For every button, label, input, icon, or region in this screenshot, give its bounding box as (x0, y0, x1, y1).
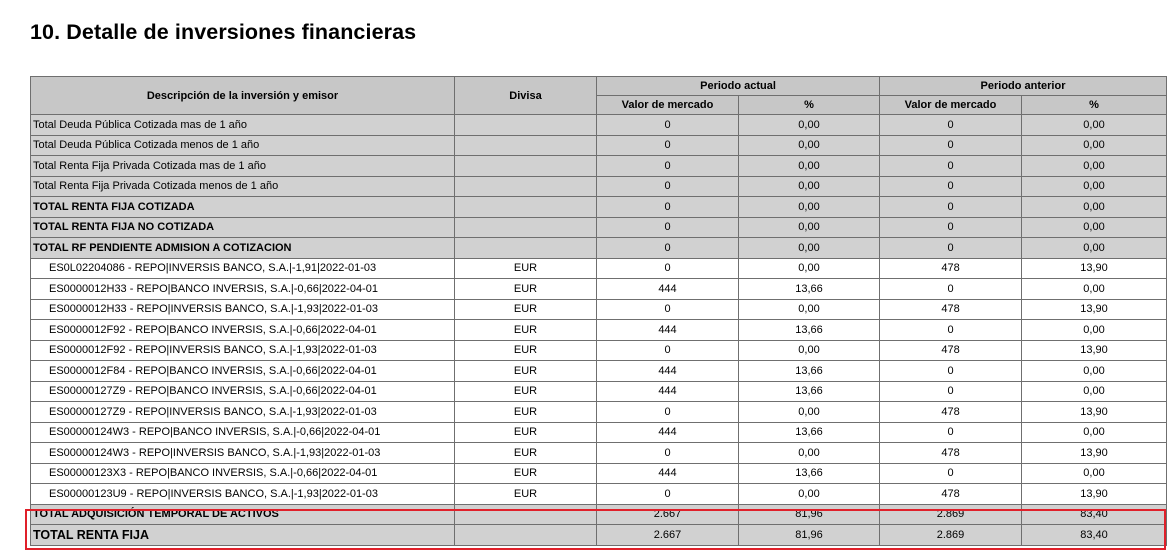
cell-current-percent: 0,00 (739, 135, 880, 156)
cell-previous-market-value: 478 (880, 258, 1022, 279)
table-row (31, 361, 1167, 382)
cell-current-market-value: 0 (597, 135, 739, 156)
cell-description: ES00000127Z9 - REPO|BANCO INVERSIS, S.A.|-0,66|2022-04-01 (31, 381, 455, 402)
cell-previous-percent: 0,00 (1022, 217, 1167, 238)
investments-table (30, 76, 1167, 546)
cell-previous-market-value: 478 (880, 402, 1022, 423)
header-current-percent: % (739, 96, 880, 115)
cell-previous-percent: 0,00 (1022, 381, 1167, 402)
table-row (31, 463, 1167, 484)
cell-previous-percent: 0,00 (1022, 463, 1167, 484)
table-row (31, 279, 1167, 300)
cell-currency (455, 525, 597, 546)
cell-current-market-value: 0 (597, 299, 739, 320)
cell-current-market-value: 0 (597, 156, 739, 177)
cell-current-market-value: 0 (597, 217, 739, 238)
table-row (31, 504, 1167, 525)
cell-description: ES0000012H33 - REPO|BANCO INVERSIS, S.A.|-0,66|2022-04-01 (31, 279, 455, 300)
cell-previous-market-value: 478 (880, 443, 1022, 464)
cell-description: ES0L02204086 - REPO|INVERSIS BANCO, S.A.|-1,91|2022-01-03 (31, 258, 455, 279)
cell-currency (455, 238, 597, 259)
cell-previous-market-value: 0 (880, 361, 1022, 382)
cell-current-market-value: 444 (597, 422, 739, 443)
cell-current-percent: 13,66 (739, 422, 880, 443)
cell-current-percent: 0,00 (739, 156, 880, 177)
cell-description: Total Renta Fija Privada Cotizada mas de 1 año (31, 156, 455, 177)
cell-previous-percent: 0,00 (1022, 135, 1167, 156)
cell-previous-percent: 0,00 (1022, 320, 1167, 341)
cell-previous-percent: 0,00 (1022, 279, 1167, 300)
table-row (31, 340, 1167, 361)
cell-previous-percent: 0,00 (1022, 197, 1167, 218)
cell-current-percent: 13,66 (739, 463, 880, 484)
cell-current-percent: 0,00 (739, 484, 880, 505)
cell-current-percent: 0,00 (739, 197, 880, 218)
header-previous-percent: % (1022, 96, 1167, 115)
cell-previous-percent: 13,90 (1022, 402, 1167, 423)
cell-previous-percent: 0,00 (1022, 156, 1167, 177)
cell-description: Total Deuda Pública Cotizada mas de 1 año (31, 115, 455, 136)
cell-currency: EUR (455, 320, 597, 341)
table-row (31, 320, 1167, 341)
table-row (31, 484, 1167, 505)
table-row (31, 217, 1167, 238)
cell-description: ES00000124W3 - REPO|BANCO INVERSIS, S.A.|-0,66|2022-04-01 (31, 422, 455, 443)
cell-previous-market-value: 0 (880, 320, 1022, 341)
cell-description: ES00000127Z9 - REPO|INVERSIS BANCO, S.A.|-1,93|2022-01-03 (31, 402, 455, 423)
cell-previous-percent: 0,00 (1022, 115, 1167, 136)
cell-currency: EUR (455, 463, 597, 484)
cell-currency: EUR (455, 340, 597, 361)
cell-previous-percent: 13,90 (1022, 340, 1167, 361)
cell-currency (455, 115, 597, 136)
cell-currency: EUR (455, 422, 597, 443)
cell-current-market-value: 0 (597, 238, 739, 259)
cell-current-percent: 0,00 (739, 340, 880, 361)
cell-description: TOTAL RENTA FIJA NO COTIZADA (31, 217, 455, 238)
cell-previous-percent: 0,00 (1022, 422, 1167, 443)
cell-previous-market-value: 0 (880, 156, 1022, 177)
cell-current-percent: 13,66 (739, 279, 880, 300)
cell-description: ES00000124W3 - REPO|INVERSIS BANCO, S.A.|-1,93|2022-01-03 (31, 443, 455, 464)
cell-previous-percent: 83,40 (1022, 525, 1167, 546)
cell-previous-percent: 13,90 (1022, 299, 1167, 320)
cell-description: ES0000012H33 - REPO|INVERSIS BANCO, S.A.|-1,93|2022-01-03 (31, 299, 455, 320)
cell-current-percent: 81,96 (739, 504, 880, 525)
cell-description: TOTAL RF PENDIENTE ADMISION A COTIZACION (31, 238, 455, 259)
cell-current-market-value: 444 (597, 320, 739, 341)
cell-current-percent: 0,00 (739, 258, 880, 279)
header-previous-market-value: Valor de mercado (880, 96, 1022, 115)
cell-previous-market-value: 0 (880, 197, 1022, 218)
cell-current-percent: 0,00 (739, 402, 880, 423)
cell-currency: EUR (455, 279, 597, 300)
cell-previous-percent: 0,00 (1022, 176, 1167, 197)
cell-previous-percent: 83,40 (1022, 504, 1167, 525)
cell-current-market-value: 444 (597, 463, 739, 484)
cell-description: TOTAL RENTA FIJA (31, 525, 455, 546)
table-row (31, 422, 1167, 443)
cell-previous-market-value: 0 (880, 422, 1022, 443)
cell-previous-market-value: 0 (880, 176, 1022, 197)
cell-current-market-value: 0 (597, 258, 739, 279)
cell-current-percent: 0,00 (739, 443, 880, 464)
cell-description: TOTAL ADQUISICIÓN TEMPORAL DE ACTIVOS (31, 504, 455, 525)
cell-description: ES0000012F84 - REPO|BANCO INVERSIS, S.A.|-0,66|2022-04-01 (31, 361, 455, 382)
cell-currency (455, 217, 597, 238)
table-row (31, 525, 1167, 546)
cell-current-percent: 0,00 (739, 299, 880, 320)
cell-current-market-value: 0 (597, 176, 739, 197)
cell-current-market-value: 444 (597, 361, 739, 382)
table-row (31, 402, 1167, 423)
table-row (31, 443, 1167, 464)
table-row (31, 238, 1167, 259)
table-row (31, 381, 1167, 402)
cell-currency: EUR (455, 258, 597, 279)
cell-current-percent: 13,66 (739, 381, 880, 402)
table-row (31, 258, 1167, 279)
header-current-period: Periodo actual (597, 77, 880, 96)
cell-previous-market-value: 2.869 (880, 504, 1022, 525)
cell-current-percent: 0,00 (739, 217, 880, 238)
cell-previous-percent: 13,90 (1022, 484, 1167, 505)
cell-description: ES0000012F92 - REPO|BANCO INVERSIS, S.A.|-0,66|2022-04-01 (31, 320, 455, 341)
cell-previous-percent: 0,00 (1022, 361, 1167, 382)
cell-previous-market-value: 2.869 (880, 525, 1022, 546)
cell-current-market-value: 0 (597, 443, 739, 464)
cell-current-percent: 13,66 (739, 361, 880, 382)
cell-current-market-value: 444 (597, 279, 739, 300)
cell-previous-percent: 13,90 (1022, 258, 1167, 279)
cell-current-market-value: 444 (597, 381, 739, 402)
table-row (31, 197, 1167, 218)
cell-previous-market-value: 0 (880, 217, 1022, 238)
table-body (31, 115, 1167, 546)
cell-current-market-value: 0 (597, 115, 739, 136)
table-row (31, 299, 1167, 320)
cell-current-market-value: 2.667 (597, 504, 739, 525)
cell-currency (455, 197, 597, 218)
cell-current-market-value: 0 (597, 197, 739, 218)
cell-current-market-value: 0 (597, 402, 739, 423)
cell-previous-market-value: 0 (880, 381, 1022, 402)
header-currency: Divisa (455, 77, 597, 115)
cell-currency: EUR (455, 381, 597, 402)
cell-currency: EUR (455, 361, 597, 382)
cell-current-percent: 0,00 (739, 115, 880, 136)
cell-description: TOTAL RENTA FIJA COTIZADA (31, 197, 455, 218)
cell-current-market-value: 0 (597, 340, 739, 361)
cell-description: ES0000012F92 - REPO|INVERSIS BANCO, S.A.|-1,93|2022-01-03 (31, 340, 455, 361)
table-row (31, 176, 1167, 197)
cell-previous-market-value: 478 (880, 299, 1022, 320)
cell-description: ES00000123X3 - REPO|BANCO INVERSIS, S.A.|-0,66|2022-04-01 (31, 463, 455, 484)
cell-previous-market-value: 0 (880, 279, 1022, 300)
cell-current-percent: 81,96 (739, 525, 880, 546)
cell-current-percent: 13,66 (739, 320, 880, 341)
cell-description: Total Deuda Pública Cotizada menos de 1 año (31, 135, 455, 156)
cell-previous-market-value: 0 (880, 238, 1022, 259)
cell-previous-market-value: 0 (880, 115, 1022, 136)
cell-currency: EUR (455, 402, 597, 423)
table-row (31, 156, 1167, 177)
cell-current-market-value: 0 (597, 484, 739, 505)
table-row (31, 135, 1167, 156)
cell-current-percent: 0,00 (739, 176, 880, 197)
cell-description: Total Renta Fija Privada Cotizada menos de 1 año (31, 176, 455, 197)
cell-current-market-value: 2.667 (597, 525, 739, 546)
cell-currency (455, 504, 597, 525)
header-previous-period: Periodo anterior (880, 77, 1167, 96)
cell-previous-market-value: 0 (880, 463, 1022, 484)
cell-current-percent: 0,00 (739, 238, 880, 259)
cell-previous-percent: 0,00 (1022, 238, 1167, 259)
cell-currency (455, 176, 597, 197)
cell-currency: EUR (455, 443, 597, 464)
cell-previous-market-value: 478 (880, 484, 1022, 505)
cell-currency: EUR (455, 299, 597, 320)
header-current-market-value: Valor de mercado (597, 96, 739, 115)
cell-previous-percent: 13,90 (1022, 443, 1167, 464)
cell-currency (455, 156, 597, 177)
cell-currency: EUR (455, 484, 597, 505)
cell-previous-market-value: 478 (880, 340, 1022, 361)
cell-previous-market-value: 0 (880, 135, 1022, 156)
header-description: Descripción de la inversión y emisor (31, 77, 455, 115)
table-row (31, 115, 1167, 136)
cell-currency (455, 135, 597, 156)
page-title: 10. Detalle de inversiones financieras (30, 20, 417, 44)
cell-description: ES00000123U9 - REPO|INVERSIS BANCO, S.A.|-1,93|2022-01-03 (31, 484, 455, 505)
